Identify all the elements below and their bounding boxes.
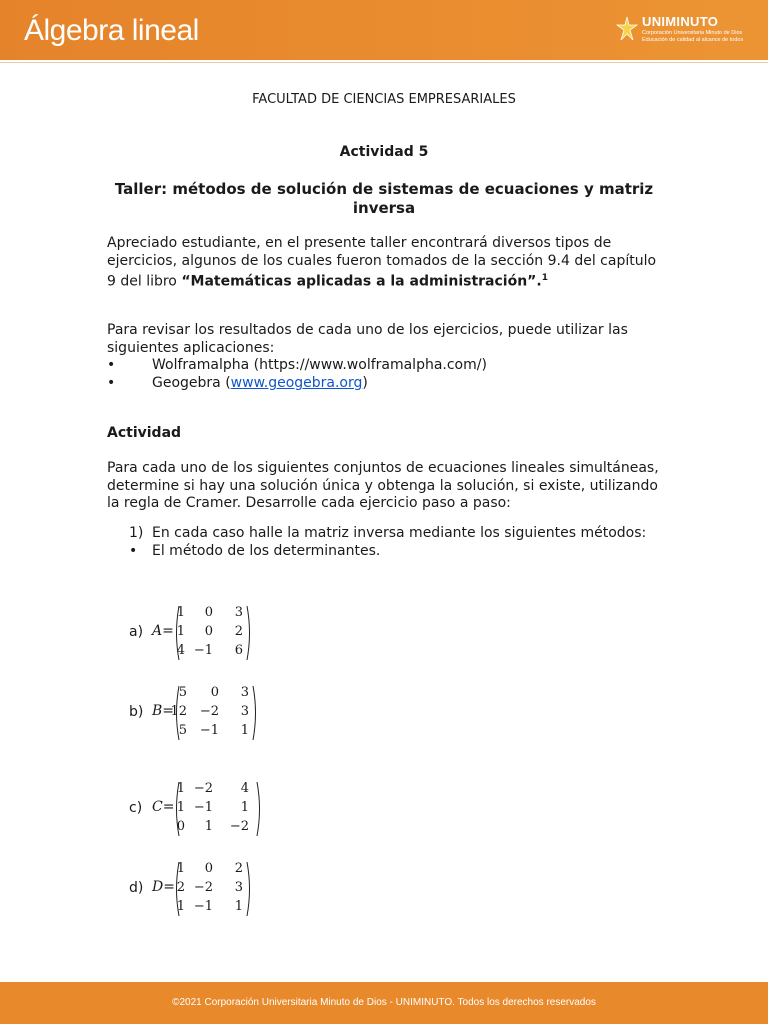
matrix-cell: 3 — [234, 605, 243, 620]
logo-mark-icon — [616, 16, 638, 42]
matrix-cell: 2 — [176, 880, 185, 895]
activity-instructions: Para cada uno de los siguientes conjuntos de ecuaciones lineales simultáneas, determine si hay una solución única y obtenga la solución, si existe, utilizando la regla de Cramer. Desarrolle cada ejercicio paso a paso: — [107, 460, 659, 511]
activity-heading: Actividad — [107, 425, 182, 441]
matrix-cell: −2 — [229, 819, 249, 834]
uniminuto-logo — [616, 12, 744, 48]
matrix-cell: −2 — [193, 880, 213, 895]
list-item — [107, 357, 667, 375]
header-divider — [0, 62, 768, 63]
list-item — [107, 525, 667, 543]
matrix-cell: 6 — [234, 643, 243, 658]
matrix-label: c) — [129, 800, 143, 816]
matrix-cell: 1 — [176, 861, 185, 876]
faculty-heading: FACULTAD DE CIENCIAS EMPRESARIALES — [252, 92, 516, 107]
matrix-cell: 1 — [176, 605, 185, 620]
matrix-cell: −1 — [199, 723, 219, 738]
page-header — [0, 0, 768, 60]
matrix-cell: 1 — [240, 800, 249, 815]
matrix-cell: 1 — [176, 800, 185, 815]
matrix-cell: −2 — [193, 781, 213, 796]
bullet: • — [107, 375, 116, 391]
matrix-cell: 2 — [234, 624, 243, 639]
matrix-cell: 0 — [210, 685, 219, 700]
matrix-label: d) — [129, 880, 144, 896]
matrix-cell: −1 — [193, 800, 213, 815]
step-text: En cada caso halle la matriz inversa mediante los siguientes métodos: — [152, 525, 647, 541]
matrix-name: B= — [152, 703, 175, 719]
matrix-cell: 1 — [240, 723, 249, 738]
matrix-cell: −1 — [193, 643, 213, 658]
matrix-cell: 5 — [178, 685, 187, 700]
logo-subtitle: Corporación Universitaria Minuto de Dios — [642, 30, 743, 36]
logo-tagline: Educación de calidad al alcance de todos — [642, 37, 744, 43]
activity-number: Actividad 5 — [339, 144, 429, 160]
matrix-name: D= — [152, 879, 175, 895]
intro-text: Apreciado estudiante, en el presente taller encontrará diversos tipos de ejercicios, algunos de los cuales fueron tomados de la sección 9.4 del capítulo 9 del libro — [107, 235, 657, 290]
matrix-cell: −1 — [193, 899, 213, 914]
step-bullet: • — [129, 543, 138, 559]
course-title: Álgebra lineal — [24, 14, 199, 47]
steps-list — [107, 525, 667, 561]
footnote-mark: 1 — [541, 273, 548, 283]
matrix-cell: 3 — [240, 704, 249, 719]
matrix-cell: −2 — [199, 704, 219, 719]
bullet: • — [107, 357, 116, 373]
right-paren — [257, 782, 260, 836]
copyright-text: ©2021 Corporación Universitaria Minuto de Dios - UNIMINUTO. Todos los derechos reservados — [172, 997, 596, 1008]
right-paren — [247, 606, 250, 660]
tools-text: Para revisar los resultados de cada uno de los ejercicios, puede utilizar las siguientes aplicaciones: — [107, 322, 628, 356]
matrix-cell: 1 — [234, 899, 243, 914]
matrix-cell: 0 — [204, 605, 213, 620]
matrix-cell: 2 — [234, 861, 243, 876]
matrix-cell: 0 — [176, 819, 185, 834]
matrix-cell: 4 — [176, 643, 185, 658]
matrix-name: C= — [152, 799, 175, 815]
geogebra-label: Geogebra ( — [152, 375, 231, 391]
matrix-cell: 1 — [176, 624, 185, 639]
list-item — [107, 543, 667, 561]
matrix-cell: 0 — [204, 624, 213, 639]
page-footer — [0, 982, 768, 1024]
intro-paragraph — [107, 235, 667, 291]
matrix-cell: 1 — [176, 899, 185, 914]
matrix-brackets — [173, 780, 263, 838]
matrix-cell: 4 — [240, 781, 249, 796]
matrix-cell: 12 — [170, 704, 187, 719]
geogebra-link[interactable]: www.geogebra.org — [230, 375, 363, 391]
logo-name: UNIMINUTO — [642, 14, 719, 29]
tool-wolframalpha: Wolframalpha (https://www.wolframalpha.com/) — [152, 357, 487, 373]
book-title: “Matemáticas aplicadas a la administración”. — [181, 273, 542, 290]
matrix-cell: 1 — [176, 781, 185, 796]
list-item — [107, 375, 667, 393]
matrix-label: a) — [129, 624, 144, 640]
matrix-cell: 3 — [234, 880, 243, 895]
geogebra-close: ) — [362, 375, 368, 391]
right-paren — [247, 862, 250, 916]
step-text: El método de los determinantes. — [152, 543, 381, 559]
matrix-name: A= — [152, 623, 174, 639]
matrix-cell: 5 — [178, 723, 187, 738]
step-label: 1) — [129, 525, 144, 541]
workshop-title: Taller: métodos de solución de sistemas de ecuaciones y matriz inversa — [114, 180, 654, 217]
matrix-label: b) — [129, 704, 144, 720]
matrix-cell: 3 — [240, 685, 249, 700]
right-paren — [253, 686, 256, 740]
tools-section — [107, 322, 667, 393]
matrix-cell: 1 — [204, 819, 213, 834]
matrix-cell: 0 — [204, 861, 213, 876]
tool-geogebra — [152, 375, 368, 393]
